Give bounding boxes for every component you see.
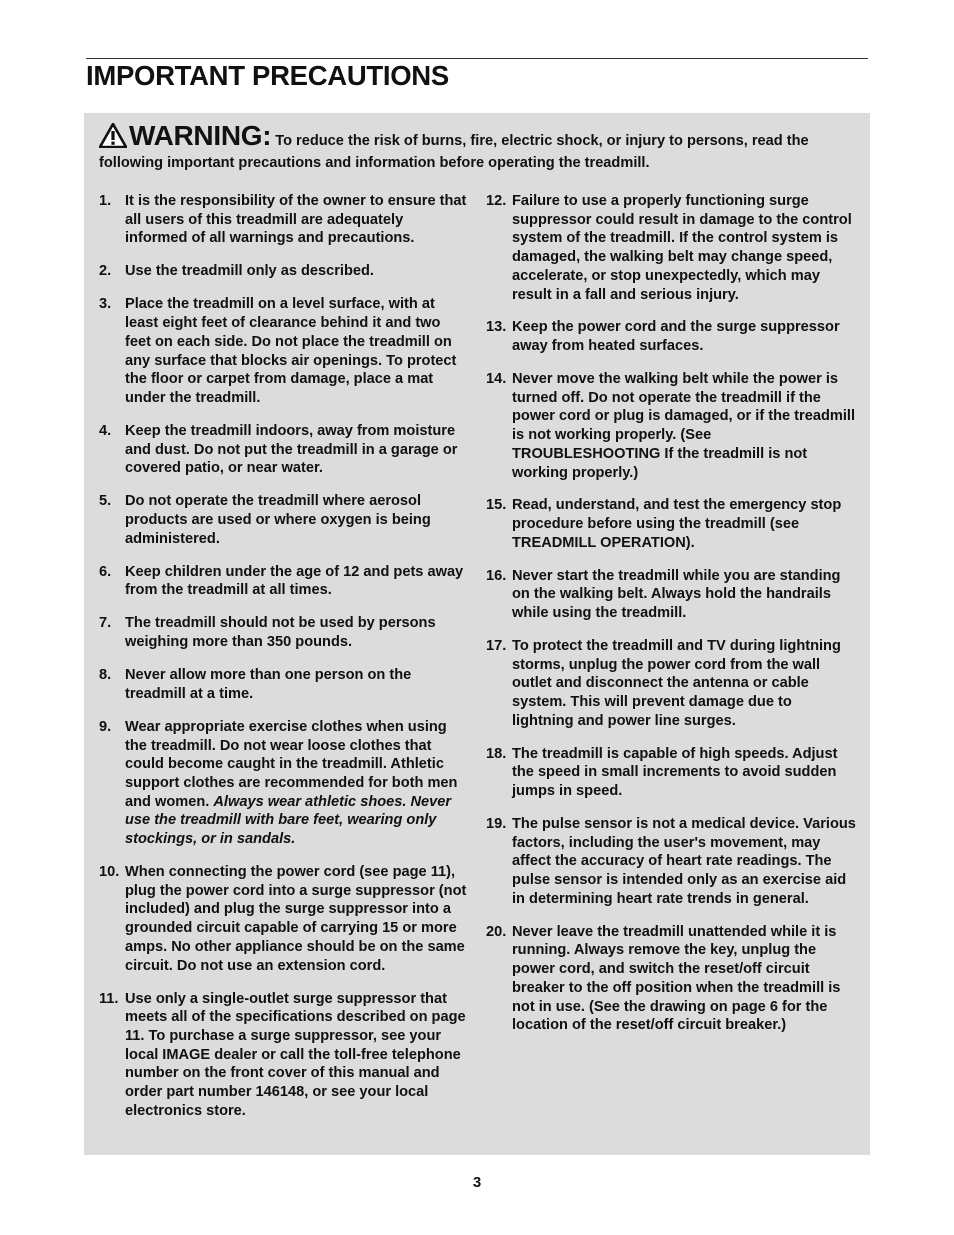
item-text: Use only a single-outlet surge suppressor that meets all of the specifications described on page 11. To purchase a surge suppressor, see your local IMAGE dealer or call the toll-free telephone number on the front cover of this manual and order part number 146148, or see your local electronics store. (125, 990, 466, 1119)
item-number: 19. (486, 816, 507, 832)
item-number: 10. (99, 864, 120, 881)
warning-text: To reduce the risk of burns, fire, electric shock, or injury to persons, read the following important precautions and information before operating the treadmill. (99, 133, 809, 171)
item-text: The treadmill should not be used by persons weighing more than 350 pounds. (125, 615, 436, 651)
precaution-item (99, 492, 469, 548)
precaution-item (99, 614, 469, 651)
item-text: The pulse sensor is not a medical device. Various factors, including the user's movement, may affect the accuracy of heart rate readings. The pulse sensor is intended only as an exercise aid in determining heart rate trends in general. (512, 816, 856, 907)
page-title: IMPORTANT PRECAUTIONS (86, 60, 449, 91)
item-number: 18. (486, 745, 507, 762)
item-number: 12. (486, 193, 507, 209)
item-number: 13. (486, 319, 507, 336)
warning-statement (99, 120, 859, 173)
item-number: 16. (486, 567, 507, 584)
precaution-item (99, 422, 469, 478)
item-number: 20. (486, 923, 507, 940)
item-text: Never allow more than one person on the treadmill at a time. (125, 667, 412, 702)
precaution-item (486, 637, 856, 731)
warning-label: WARNING: (129, 120, 272, 151)
item-number: 2. (99, 263, 112, 280)
precaution-item (99, 863, 469, 975)
item-text: Use the treadmill only as described. (125, 263, 374, 280)
precaution-item (99, 990, 469, 1121)
item-number: 4. (99, 422, 112, 439)
item-number: 9. (99, 718, 112, 735)
item-number: 7. (99, 615, 112, 632)
item-text: Do not operate the treadmill where aerosol products are used or where oxygen is being administered. (125, 493, 431, 547)
precautions-column-left (99, 192, 469, 1135)
item-text: Read, understand, and test the emergency stop procedure before using the treadmill (see TREADMILL OPERATION). (512, 497, 842, 551)
precaution-item (99, 563, 469, 600)
precaution-item (486, 815, 856, 909)
item-number: 14. (486, 371, 507, 387)
item-number: 6. (99, 563, 112, 580)
item-text: Place the treadmill on a level surface, with at least eight feet of clearance behind it and two feet on each side. Do not place the treadmill on any surface that blocks air openings. To protect the floor or carpet from damage, place a mat under the treadmill. (125, 296, 457, 406)
item-text: To protect the treadmill and TV during lightning storms, unplug the power cord from the wall outlet and disconnect the antenna or cable system. This will prevent damage due to lightning and power line surges. (512, 638, 841, 729)
precautions-column-right (486, 192, 856, 1049)
item-text: Keep the treadmill indoors, away from moisture and dust. Do not put the treadmill in a garage or covered patio, or near water. (125, 422, 458, 477)
item-text: Never move the walking belt while the power is turned off. Do not operate the treadmill if the power cord or plug is damaged, or if the treadmill is not working properly. (See TROUBLESHOOTING If the treadmill is not working properly.) (512, 371, 856, 481)
item-text: It is the responsibility of the owner to ensure that all users of this treadmill are adequately informed of all warnings and precautions. (125, 193, 467, 247)
item-text: Never leave the treadmill unattended while it is running. Always remove the key, unplug the power cord, and switch the reset/off circuit breaker to the off position when the treadmill is not in use. (See the drawing on page 6 for the location of the reset/off circuit breaker.) (512, 923, 841, 1034)
precaution-item (486, 567, 856, 623)
precaution-item (486, 192, 856, 304)
precaution-item (486, 496, 856, 552)
warning-triangle-icon (99, 123, 127, 154)
precaution-item (486, 370, 856, 482)
precaution-item (99, 718, 469, 849)
item-text: Keep the power cord and the surge suppressor away from heated surfaces. (512, 319, 840, 355)
header-rule (86, 58, 868, 59)
precaution-item (486, 923, 856, 1035)
item-number: 3. (99, 296, 112, 313)
precaution-item (99, 295, 469, 407)
page-number: 3 (472, 1174, 482, 1191)
warning-panel (84, 113, 870, 1155)
precaution-item (99, 192, 469, 248)
item-number: 17. (486, 638, 507, 654)
item-text: The treadmill is capable of high speeds. Adjust the speed in small increments to avoid sudden jumps in speed. (512, 745, 838, 800)
item-number: 1. (99, 193, 112, 209)
item-text: Failure to use a properly functioning surge suppressor could result in damage to the control system of the treadmill. If the control system is damaged, the walking belt may change speed, accelerate, or stop unexpectedly, which may result in a fall and serious injury. (512, 193, 852, 303)
precaution-item (99, 666, 469, 703)
item-number: 5. (99, 493, 112, 510)
precaution-item (486, 745, 856, 801)
item-text: Never start the treadmill while you are standing on the walking belt. Always hold the handrails while using the treadmill. (512, 567, 841, 622)
precaution-item (486, 318, 856, 355)
precaution-item (99, 262, 469, 281)
item-number: 8. (99, 667, 112, 684)
item-text: Keep children under the age of 12 and pets away from the treadmill at all times. (125, 563, 464, 599)
item-number: 15. (486, 497, 507, 514)
item-number: 11. (99, 990, 119, 1007)
item-italic-text: Always wear athletic shoes. Never use the treadmill with bare feet, wearing only stockings, or in sandals. (125, 793, 452, 848)
item-text: When connecting the power cord (see page 11), plug the power cord into a surge suppressor (not included) and plug the surge suppressor into a grounded circuit capable of carrying 15 or more amps. No other appliance should be on the same circuit. Do not use an extension cord. (125, 864, 467, 974)
item-text: Wear appropriate exercise clothes when using the treadmill. Do not wear loose clothes that could become caught in the treadmill. Athletic support clothes are recommended for both men and women. (125, 718, 458, 810)
